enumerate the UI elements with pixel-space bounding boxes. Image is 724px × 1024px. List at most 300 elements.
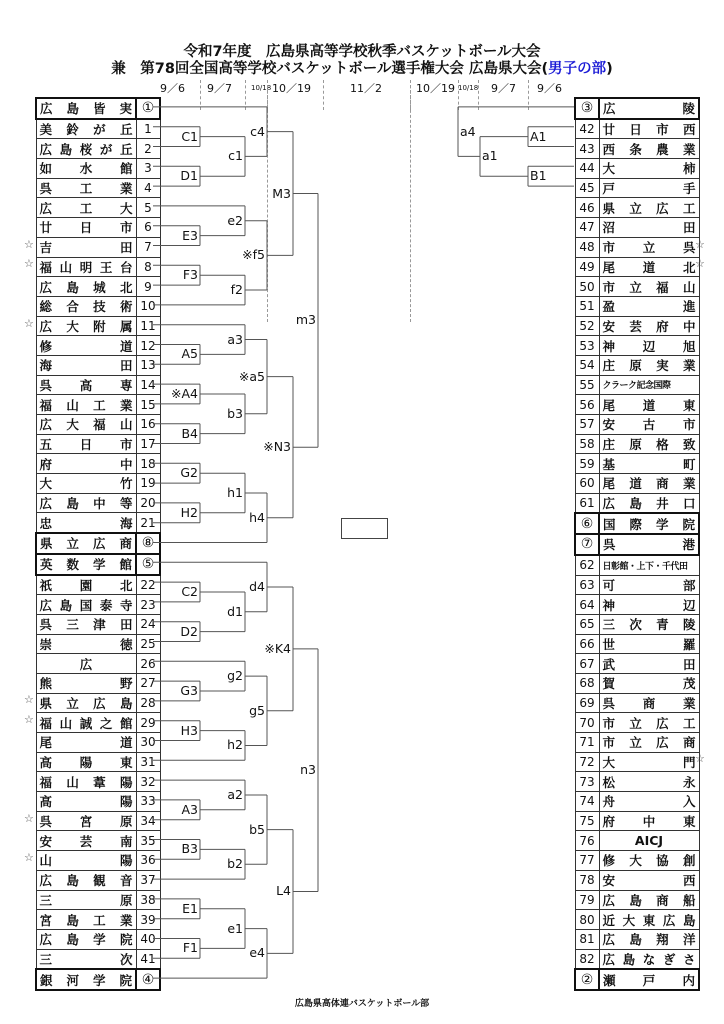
- team-name-char: 立: [629, 735, 642, 751]
- star-icon: ☆: [24, 237, 34, 251]
- match-label: ※N3: [263, 439, 291, 455]
- team-name-char: 王: [99, 259, 113, 275]
- team-name-char: 大: [602, 755, 616, 771]
- team-name-char: 広: [603, 101, 616, 117]
- team-name-char: 瀬: [603, 972, 616, 988]
- match-label: c4: [250, 123, 265, 139]
- team-name-char: 山: [39, 853, 53, 869]
- team-name-char: 道: [642, 397, 656, 413]
- team-name-char: 吉: [39, 240, 53, 256]
- team-number: 20: [136, 493, 160, 513]
- team-name-char: 柿: [682, 161, 696, 177]
- team-name-char: 井: [656, 496, 669, 512]
- team-name-char: 舟: [602, 794, 616, 810]
- match-label: B1: [530, 168, 547, 184]
- star-icon: ☆: [695, 257, 705, 271]
- team-name-char: 誠: [79, 715, 93, 731]
- team-name-char: 広: [602, 892, 616, 908]
- team-number: 62: [575, 555, 599, 575]
- team-number: 70: [575, 713, 599, 733]
- team-name-char: 実: [656, 358, 669, 374]
- match-label: m3: [295, 312, 316, 328]
- team-name-char: 田: [682, 220, 696, 236]
- star-icon: ☆: [695, 237, 705, 251]
- team-name-char: 観: [93, 873, 106, 889]
- team-name-char: 県: [602, 200, 616, 216]
- team-name-char: 大: [629, 853, 642, 869]
- team-name-char: 島: [629, 932, 642, 948]
- team-number: 40: [136, 929, 160, 949]
- team-name-char: 広: [656, 200, 669, 216]
- team-number: 19: [136, 474, 160, 494]
- team-name-char: 大: [119, 200, 133, 216]
- team-name-char: 島: [682, 912, 696, 928]
- team-number: 10: [136, 296, 160, 316]
- team-number: 37: [136, 870, 160, 890]
- star-icon: ☆: [24, 851, 34, 865]
- team-number: 71: [575, 733, 599, 753]
- team-name-char: 中: [119, 456, 133, 472]
- team-name-char: 工: [682, 715, 696, 731]
- team-name-char: 山: [682, 279, 696, 295]
- date-label: 9／7: [207, 82, 232, 95]
- team-name-char: 修: [602, 853, 616, 869]
- team-number: ③: [575, 98, 599, 119]
- team-number: ⑥: [575, 513, 599, 534]
- team-name-char: 原: [629, 358, 642, 374]
- team-name-char: 音: [119, 873, 133, 889]
- team-name-char: さ: [682, 951, 696, 967]
- match-label: a4: [460, 123, 476, 139]
- team-number: 13: [136, 355, 160, 375]
- team-number: 30: [136, 733, 160, 753]
- match-label: ※a5: [238, 368, 265, 384]
- team-name-char: 島: [66, 101, 79, 117]
- team-name-char: 葦: [93, 774, 106, 790]
- team-name-char: 忠: [39, 515, 53, 531]
- team-number: 63: [575, 575, 599, 595]
- team-number: 77: [575, 851, 599, 871]
- team-name-char: 青: [656, 617, 669, 633]
- team-name-char: 修: [39, 338, 53, 354]
- team-name-char: 三: [39, 892, 53, 908]
- team-number: 36: [136, 851, 160, 871]
- team-number: 54: [575, 355, 599, 375]
- team-name-char: 専: [119, 377, 133, 393]
- match-label: G3: [180, 683, 198, 698]
- team-number: 48: [575, 237, 599, 257]
- date-label: 9／7: [491, 82, 516, 95]
- team-name-char: 寺: [119, 597, 133, 613]
- team-name-char: 北: [119, 577, 133, 593]
- team-name-char: 広: [92, 536, 106, 552]
- match-label: e2: [227, 212, 243, 228]
- team-name-char: 広: [39, 200, 53, 216]
- team-number: 44: [575, 159, 599, 179]
- team-name-char: 島: [629, 892, 642, 908]
- team-name-char: 山: [59, 259, 73, 275]
- team-name-char: 広: [602, 496, 616, 512]
- team-name-char: 合: [66, 299, 79, 315]
- team-name-char: 業: [682, 141, 696, 157]
- team-number: 75: [575, 811, 599, 831]
- team-name-char: 辺: [682, 597, 696, 613]
- team-number: 22: [136, 575, 160, 595]
- team-name-char: 島: [59, 597, 73, 613]
- team-name-char: 等: [119, 496, 133, 512]
- match-label: L4: [276, 883, 291, 899]
- team-name-char: 門: [682, 755, 696, 771]
- match-label: a1: [482, 148, 498, 164]
- team-name-char: 北: [119, 279, 133, 295]
- team-name-char: 近: [602, 912, 616, 928]
- match-label: a2: [227, 786, 243, 802]
- team-name-char: な: [642, 951, 656, 967]
- team-name-char: 茂: [682, 676, 696, 692]
- team-name-char: 大: [66, 417, 79, 433]
- team-name-char: 市: [119, 220, 133, 236]
- team-name-char: 国: [79, 597, 93, 613]
- team-name-char: 安: [602, 318, 616, 334]
- team-number: 73: [575, 772, 599, 792]
- match-label: h1: [227, 485, 243, 500]
- team-number: 2: [136, 139, 160, 159]
- team-name-char: 盈: [602, 299, 616, 315]
- team-name-char: 城: [93, 279, 106, 295]
- team-number: 50: [575, 277, 599, 297]
- team-name-char: 属: [119, 318, 133, 334]
- match-label: b2: [227, 856, 243, 872]
- team-name-char: 条: [629, 141, 642, 157]
- team-name-char: 学: [655, 516, 669, 532]
- team-name-char: 銀: [40, 972, 53, 988]
- team-number: ⑤: [136, 554, 160, 575]
- team-name-char: 中: [642, 814, 656, 830]
- team-name-char: 立: [66, 536, 79, 552]
- team-name-char: 基: [602, 456, 616, 472]
- team-name-char: 美: [39, 122, 53, 138]
- team-name-char: 町: [682, 456, 696, 472]
- team-name-char: 日: [79, 220, 93, 236]
- team-name-char: 鈴: [66, 122, 79, 138]
- match-label: a3: [227, 331, 243, 347]
- match-label: ※f5: [242, 247, 265, 263]
- match-label: A3: [181, 801, 198, 817]
- team-name-char: が: [99, 141, 113, 157]
- team-name-char: 広: [662, 912, 676, 928]
- team-name-char: 南: [119, 833, 133, 849]
- team-name-char: 陽: [119, 794, 133, 810]
- team-number: 25: [136, 634, 160, 654]
- team-name-char: 之: [99, 715, 113, 731]
- team-number: 11: [136, 316, 160, 336]
- team-name-char: 宮: [79, 814, 93, 830]
- team-name-char: 船: [682, 892, 696, 908]
- team-name-char: 桜: [79, 141, 93, 157]
- team-number: 66: [575, 634, 599, 654]
- team-name-char: 広: [39, 932, 53, 948]
- team-name-char: 福: [39, 259, 53, 275]
- match-label: B4: [181, 425, 198, 441]
- team-name-char: 市: [119, 437, 133, 453]
- team-name-char: 商: [682, 735, 696, 751]
- team-name-char: 院: [119, 972, 132, 988]
- match-label: e1: [227, 920, 243, 936]
- team-name-char: 田: [119, 358, 133, 374]
- team-number: 12: [136, 336, 160, 356]
- team-name-char: 河: [66, 972, 79, 988]
- team-name-char: 館: [119, 557, 132, 573]
- match-label: C2: [181, 584, 198, 599]
- team-name-char: 次: [119, 951, 133, 967]
- team-number: 79: [575, 890, 599, 910]
- match-label: g2: [227, 668, 243, 684]
- team-name-char: 院: [682, 516, 695, 532]
- team-name-char: 島: [629, 496, 642, 512]
- team-name-char: 部: [682, 577, 696, 593]
- team-name-char: 五: [39, 437, 53, 453]
- team-number: 6: [136, 218, 160, 238]
- team-name-char: 内: [682, 972, 695, 988]
- match-label: H2: [180, 504, 198, 520]
- team-name-char: 崇: [39, 636, 53, 652]
- team-name-char: 福: [39, 715, 53, 731]
- team-name-char: 津: [93, 617, 106, 633]
- team-name-char: 大: [39, 476, 53, 492]
- team-name-char: 市: [656, 122, 669, 138]
- team-name-char: 旭: [682, 338, 696, 354]
- match-label: e4: [249, 945, 265, 961]
- team-name-char: 数: [66, 557, 79, 573]
- team-name-char: 商: [656, 892, 669, 908]
- team-name-char: 竹: [119, 476, 133, 492]
- team-name-char: 高: [39, 755, 53, 771]
- team-name-char: 山: [119, 417, 133, 433]
- team-name-char: 尾: [602, 397, 616, 413]
- team-number: 59: [575, 454, 599, 474]
- team-number: 14: [136, 375, 160, 395]
- team-name-char: 広: [39, 597, 53, 613]
- team-name-char: 広: [602, 932, 616, 948]
- team-name-char: 次: [629, 617, 642, 633]
- team-number: 39: [136, 910, 160, 930]
- team-name-char: 洋: [682, 932, 696, 948]
- team-name-char: 三: [602, 617, 616, 633]
- match-label: h2: [227, 737, 243, 753]
- team-number: 82: [575, 949, 599, 969]
- team-name-char: 際: [629, 516, 642, 532]
- team-name-char: 手: [682, 181, 696, 197]
- team-name-char: 神: [602, 597, 616, 613]
- match-label: b5: [249, 821, 265, 837]
- team-number: 49: [575, 257, 599, 277]
- match-label: D2: [180, 623, 198, 639]
- team-number: 52: [575, 316, 599, 336]
- team-name-char: 松: [602, 774, 616, 790]
- team-name-char: 協: [656, 853, 669, 869]
- team-name-char: 道: [119, 338, 133, 354]
- team-name-char: 立: [66, 695, 79, 711]
- team-name-char: 道: [629, 476, 642, 492]
- team-number: ⑧: [136, 533, 160, 554]
- team-name-char: 西: [682, 873, 696, 889]
- team-name-char: 羅: [682, 636, 696, 652]
- team-name-char: 工: [79, 200, 93, 216]
- team-name-char: 広: [39, 417, 53, 433]
- team-name-char: 東: [682, 814, 696, 830]
- team-number: 64: [575, 595, 599, 615]
- team-name-char: 田: [682, 656, 696, 672]
- team-number: 81: [575, 929, 599, 949]
- team-number: 51: [575, 296, 599, 316]
- team-name-char: 可: [602, 577, 616, 593]
- team-name-char: 沼: [602, 220, 616, 236]
- team-name-char: 道: [119, 735, 133, 751]
- team-name-char: 県: [40, 536, 53, 552]
- match-label: E1: [182, 900, 198, 916]
- team-number: ①: [136, 98, 160, 119]
- team-number: 55: [575, 375, 599, 395]
- match-label: C1: [181, 128, 198, 144]
- team-number: 28: [136, 693, 160, 713]
- match-label: F3: [182, 267, 198, 283]
- team-name-char: 丘: [119, 141, 133, 157]
- team-name-char: 尾: [602, 476, 616, 492]
- match-label: ※K4: [264, 640, 291, 656]
- team-number: 56: [575, 395, 599, 415]
- team-name-char: 進: [682, 299, 696, 315]
- team-name-char: 市: [602, 715, 616, 731]
- team-name-char: 呉: [39, 181, 53, 197]
- team-name-char: 府: [39, 456, 53, 472]
- team-name-char: 丘: [119, 122, 133, 138]
- team-name-char: 呉: [39, 617, 53, 633]
- team-name-char: 山: [59, 715, 73, 731]
- match-label: c1: [228, 148, 243, 164]
- team-number: 58: [575, 434, 599, 454]
- team-number: 47: [575, 218, 599, 238]
- team-name-char: 廿: [602, 122, 616, 138]
- team-name-char: 宮: [39, 912, 53, 928]
- team-name-char: 庄: [602, 358, 616, 374]
- team-number: 26: [136, 654, 160, 674]
- team-name-char: 府: [656, 318, 669, 334]
- team-name-char: 日彰館・上下・千代田: [602, 561, 688, 572]
- team-name-char: 神: [602, 338, 616, 354]
- star-icon: ☆: [695, 752, 705, 766]
- team-name-char: AICJ: [634, 833, 664, 849]
- team-number: 8: [136, 257, 160, 277]
- team-name-char: 台: [119, 259, 133, 275]
- team-name-char: 入: [682, 794, 696, 810]
- team-name-char: 田: [119, 617, 133, 633]
- match-label: ※A4: [171, 386, 198, 401]
- team-name-char: 如: [39, 161, 53, 177]
- team-name-char: 総: [39, 299, 53, 315]
- team-number: 45: [575, 178, 599, 198]
- date-label: 11／2: [350, 82, 382, 95]
- team-name-char: 水: [79, 161, 93, 177]
- team-name-char: 世: [602, 636, 616, 652]
- team-name-char: 学: [92, 972, 106, 988]
- team-name-char: 武: [602, 656, 616, 672]
- team-name-char: 廿: [39, 220, 53, 236]
- date-label: 9／6: [537, 82, 562, 95]
- team-name-char: 徳: [119, 636, 133, 652]
- team-name-char: 技: [93, 299, 106, 315]
- subtitle-text: 兼 第78回全国高等学校バスケットボール選手権大会 広島県大会(: [111, 61, 549, 77]
- match-label: M3: [272, 185, 291, 201]
- team-name-char: 安: [602, 417, 616, 433]
- team-name-char: 立: [642, 240, 656, 256]
- team-name-char: 原: [119, 814, 133, 830]
- match-label: H3: [180, 722, 198, 738]
- match-label: h4: [249, 509, 265, 525]
- team-name-char: 広: [93, 695, 106, 711]
- team-name-char: 熊: [39, 676, 53, 692]
- team-number: 24: [136, 614, 160, 634]
- star-icon: ☆: [24, 712, 34, 726]
- team-name-char: 安: [602, 873, 616, 889]
- team-name-char: 西: [602, 141, 616, 157]
- team-name-char: 日: [79, 437, 93, 453]
- team-number: 23: [136, 595, 160, 615]
- team-number: 43: [575, 139, 599, 159]
- team-name-char: 創: [682, 853, 696, 869]
- team-name-char: 福: [656, 279, 669, 295]
- team-name-char: 尾: [602, 259, 616, 275]
- team-name-char: 商: [656, 476, 669, 492]
- team-number: 61: [575, 493, 599, 513]
- team-name-char: 園: [79, 577, 93, 593]
- team-name-char: 島: [66, 912, 79, 928]
- team-name-char: 広: [656, 715, 669, 731]
- team-name-char: 島: [66, 496, 79, 512]
- team-name-char: 立: [629, 715, 642, 731]
- team-number: ②: [575, 969, 599, 990]
- team-name-char: 島: [66, 873, 79, 889]
- team-name-char: 商: [642, 695, 656, 711]
- team-name-char: 立: [629, 200, 642, 216]
- team-name-char: 実: [119, 101, 132, 117]
- team-number: 31: [136, 752, 160, 772]
- team-number: 33: [136, 792, 160, 812]
- match-label: f2: [230, 282, 243, 298]
- team-name-char: 山: [66, 397, 79, 413]
- team-number: 35: [136, 831, 160, 851]
- team-name-char: 道: [642, 259, 656, 275]
- team-name-char: 西: [682, 122, 696, 138]
- team-number: 57: [575, 415, 599, 435]
- team-number: 3: [136, 159, 160, 179]
- team-name-char: 陽: [79, 755, 93, 771]
- team-name-char: 戸: [642, 972, 656, 988]
- team-name-char: 港: [682, 537, 695, 553]
- team-name-char: 広: [656, 735, 669, 751]
- date-label: 10/18: [458, 84, 479, 92]
- team-name-char: 農: [656, 141, 669, 157]
- team-name-char: 呉: [39, 377, 53, 393]
- date-label: 10/18: [251, 84, 272, 92]
- team-name-char: 三: [66, 617, 79, 633]
- team-name-char: 中: [682, 318, 696, 334]
- star-icon: ☆: [24, 316, 34, 330]
- team-name-char: 辺: [642, 338, 656, 354]
- team-name-char: 市: [602, 735, 616, 751]
- team-name-char: 島: [622, 951, 636, 967]
- team-name-char: 格: [656, 437, 669, 453]
- team-name-char: クラーク記念国際: [602, 381, 671, 392]
